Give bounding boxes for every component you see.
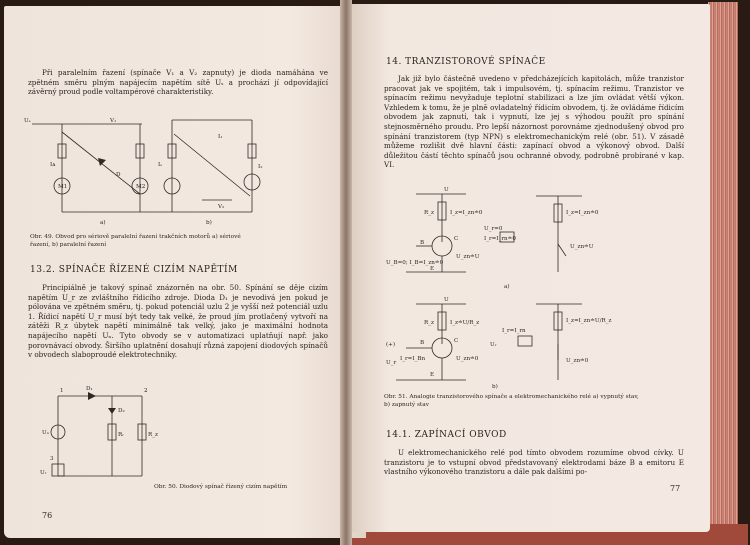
right-page — [346, 4, 710, 532]
figure-50-caption: Obr. 50. Diodový spínač řízený cizím napětím — [154, 484, 288, 490]
page-number-left: 76 — [42, 511, 53, 520]
figure-51-diagram — [386, 184, 676, 394]
figure-50-label-3: 3 — [50, 456, 54, 462]
figure-51b-label-b: B — [420, 340, 425, 346]
figure-51b-label-ur: U_r — [386, 360, 397, 366]
figure-51a-label-rz: R_z — [424, 210, 434, 216]
figure-51a-label-u: U — [444, 187, 449, 193]
figure-50-label-d2: D₂ — [118, 408, 125, 414]
left-page — [4, 6, 366, 538]
figure-50-label-2: 2 — [144, 388, 148, 394]
section-paragraph-14-1: U elektromechanického relé pod tímto obvodem rozumíme obvod cívky. U tranzistoru je to vstupní obvod představovaný elektrodami báze B a emitoru E vlastního výkonového tranzistoru a dále pak dalšími po- — [384, 448, 684, 477]
figure-49-label-d: D — [116, 172, 121, 178]
section-heading-13-2: 13.2. SPÍNAČE ŘÍZENÉ CIZÍM NAPĚTÍM — [30, 265, 238, 275]
figure-51b-label-iz: I_z≐U/R_z — [450, 320, 480, 326]
figure-51a-label-e: E — [430, 266, 435, 272]
figure-49-label-m1: M1 — [58, 184, 68, 190]
figure-49-label-is: Iₛ — [158, 162, 163, 168]
figure-49-label-m2: M2 — [136, 184, 146, 190]
figure-50-label-d1: D₁ — [86, 386, 93, 392]
figure-50-label-ur: Uᵣ — [40, 470, 47, 476]
section-heading-14-1: 14.1. ZAPÍNACÍ OBVOD — [386, 430, 507, 440]
figure-51a-label-ir: I_r=I_rn≐0 — [484, 236, 516, 242]
figure-51b-label-rz: R_z — [424, 320, 434, 326]
figure-51b-label-ir-relay: I_r=I_rn — [502, 328, 526, 334]
figure-49-label-i2: I₂ — [258, 164, 263, 170]
figure-51b-label-ur-relay: Uᵣ — [490, 342, 497, 348]
figure-51b-label-uzn: U_zn≐0 — [456, 356, 479, 362]
figure-51b-label-c: C — [454, 338, 459, 344]
figure-51b-label-u: U — [444, 297, 449, 303]
figure-49-label-a: a) — [100, 220, 106, 226]
intro-paragraph: Při paralelním řazení (spínače V₁ a V₂ zapnuty) je dioda namáhána ve zpětném směru plným napájecím napětím sítě Uₛ a prochází jí odpovídající závěrný proud podle voltampérové charakteristiky. — [28, 68, 328, 97]
figure-51a-label-uzn-relay: U_zn≐U — [570, 244, 594, 250]
figure-51b-label-uzn-relay: U_zn≐0 — [566, 358, 589, 364]
diode-icon — [98, 158, 106, 166]
figure-51b-label-b-marker: b) — [492, 384, 498, 390]
figure-51a-label-iz: I_z=I_zn≐0 — [450, 210, 483, 216]
chapter-heading-14: 14. TRANZISTOROVÉ SPÍNAČE — [386, 57, 546, 67]
figure-50-label-1: 1 — [60, 388, 64, 394]
section-paragraph-13-2: Principiálně je takový spínač znázorněn na obr. 50. Spínání se děje cizím napětím U_r ze zvláštního řídicího zdroje. Dioda D₁ je nevodivá jen pokud je pólována ve zpětném směru, tj. pokud potenciál uzlu 2 je vyšší než potenciál uzlu 1. Řídicí napětí U_r musí být tedy tak velké, že proud jím protlačený vytvoří na zátěži R_z úbytek napětí minimálně tak velký, jako je maximální hodnota napájecího napětí Uₙ. Tyto obvody se v automatizaci uplatňují např. jako porovnávací obvody. Širšího uplatnění dosahují různá zapojení diodových spínačů v obvodech slaboproudé elektrotechniky. — [28, 283, 328, 360]
figure-49-label-v1: V₁ — [110, 118, 117, 124]
figure-49-label-v2: V₂ — [218, 204, 225, 210]
figure-51b-label-plus: (+) — [386, 342, 396, 348]
figure-49-label-ia: Iᴀ — [50, 162, 56, 168]
figure-50-label-rr: Rᵣ — [118, 432, 125, 438]
figure-51b-label-iz-relay: I_z=I_zn≐U/R_z — [566, 318, 612, 324]
figure-51a-label-iz-relay: I_z=I_zn≐0 — [566, 210, 599, 216]
figure-50-label-rz: R_z — [148, 432, 158, 438]
figure-50-diagram — [38, 386, 168, 496]
figure-51b-label-ir: I_r=I_Bn — [400, 356, 426, 362]
figure-51a-label-b: B — [420, 240, 425, 246]
figure-50-label-un: Uₙ — [42, 430, 50, 436]
figure-49-label-b: b) — [206, 220, 212, 226]
figure-51a-label-uzn: U_zn≐U — [456, 254, 480, 260]
figure-49-caption: Obr. 49. Obvod pro sériově paralelní řazení trakčních motorů a) sériové řazení, b) paralelní řazení — [30, 234, 241, 248]
chapter-paragraph-14: Jak již bylo částečně uvedeno v předcházejících kapitolách, může tranzistor pracovat jak ve spojitém, tak i impulsovém, tj. spínacím režimu. Tranzistor ve spínacím režimu nevyžaduje teplotní stabilizaci a lze jím ovládat větší výkon. Vzhledem k tomu, že je plně ovladatelný řídicím obvodem, tj. že ovládáme řídicím obvodem jak zapnutí, tak i vypnutí, lze jej s výhodou použít pro spínání stejnosměrného proudu. Pro lepší názornost porovnáme zjednodušený obvod pro spínání tranzistorem (typ NPN) s elektromechanickým relé (obr. 51). V zásadě můžeme rozlišit dvě hlavní části: zapínací obvod a výkonový obvod. Další důležitou částí těchto spínačů jsou ochranné obvody, podrobně probírané v kap. VI. — [384, 74, 684, 170]
figure-49-label-us: Uₛ — [24, 118, 31, 124]
figure-51-caption: Obr. 51. Analogie tranzistorového spínače a elektromechanického relé a) vypnutý stav, b) zapnutý stav — [384, 394, 639, 408]
book-gutter — [340, 0, 352, 545]
figure-49-label-i1: I₁ — [218, 134, 223, 140]
figure-51a-label-c: C — [454, 236, 459, 242]
diode-d1-icon — [88, 392, 96, 400]
figure-51a-label-ur: U_r=0 — [484, 226, 503, 232]
page-edges — [708, 2, 738, 537]
figure-51a-label-ub: U_B=0; I_B=I_zn≐0 — [386, 260, 444, 266]
figure-51b-label-e: E — [430, 372, 435, 378]
figure-51a-label-a: a) — [504, 284, 510, 290]
figure-49-diagram — [22, 112, 282, 232]
page-number-right: 77 — [670, 484, 681, 493]
